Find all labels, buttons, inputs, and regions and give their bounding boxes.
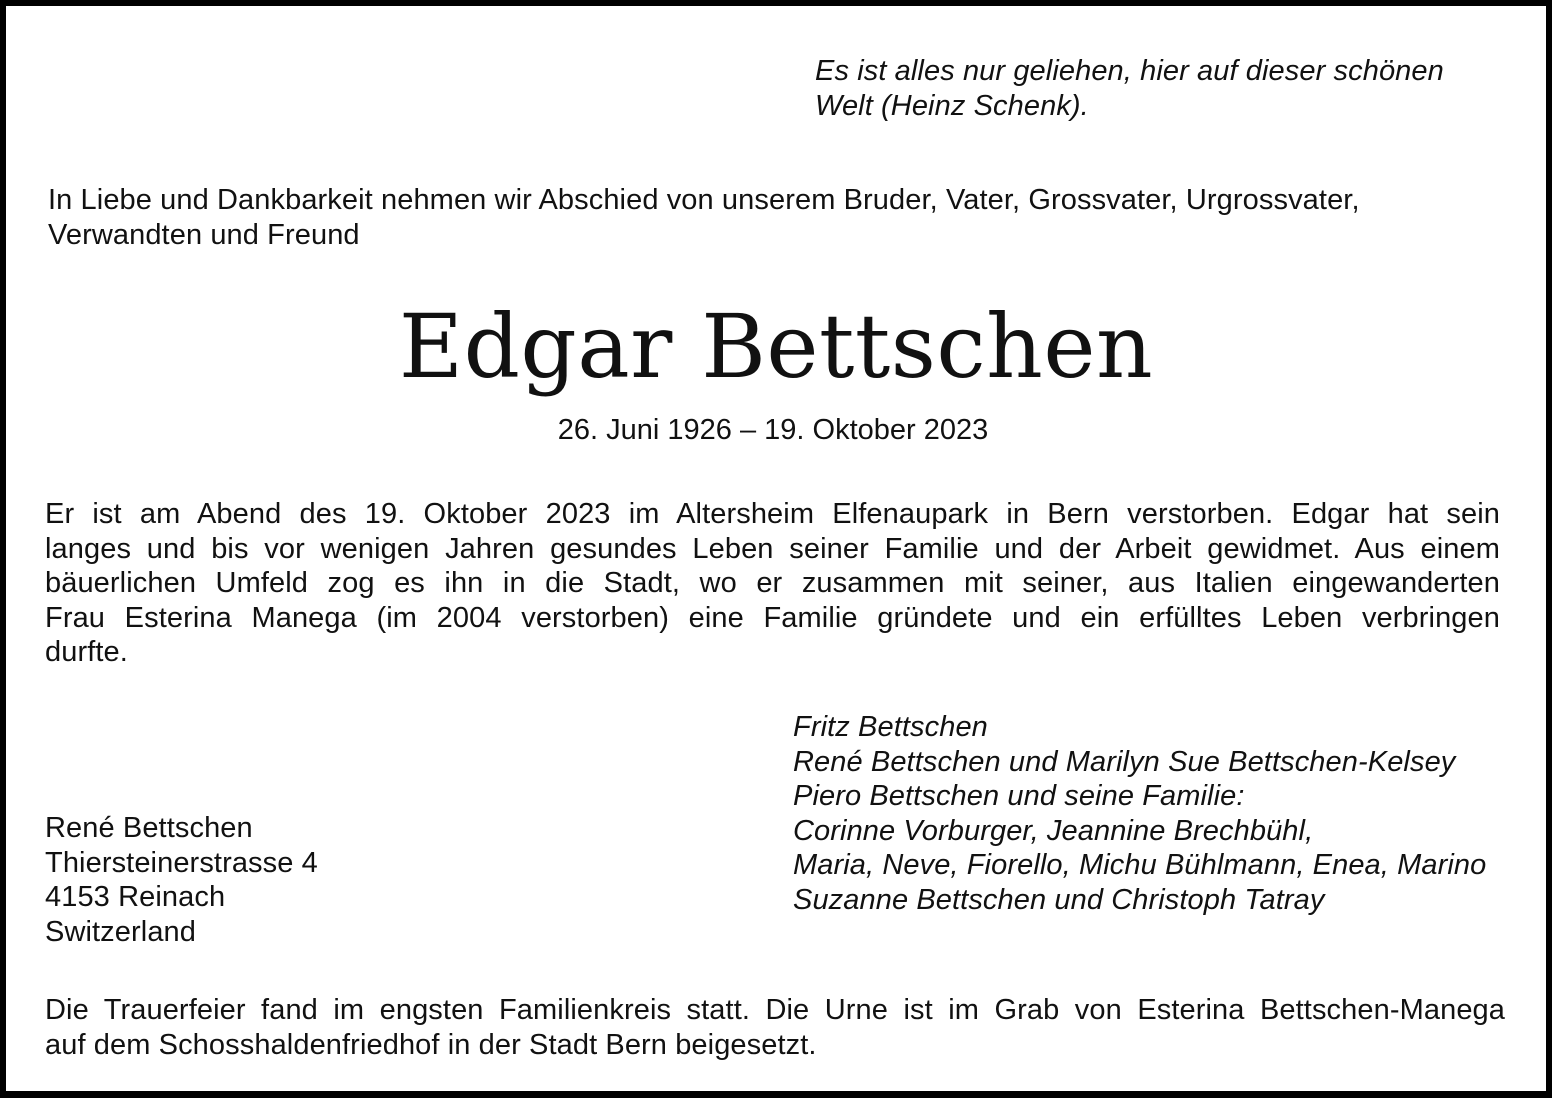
motto-quote [815, 54, 1515, 123]
funeral-note-line: auf dem Schosshaldenfriedhof in der Stadt Bern beigesetzt. [45, 1028, 817, 1061]
address-line: 4153 Reinach [45, 881, 226, 914]
address-line: Thiersteinerstrasse 4 [45, 846, 318, 879]
family-member: Maria, Neve, Fiorello, Michu Bühlmann, Enea, Marino [793, 849, 1487, 882]
biography-paragraph [45, 497, 1500, 670]
biography-line: durfte. [45, 636, 128, 669]
intro-line: Verwandten und Freund [48, 218, 360, 251]
deceased-name: Edgar Bettschen [398, 295, 1154, 398]
family-list [793, 710, 1533, 918]
family-member: Suzanne Bettschen und Christoph Tatray [793, 883, 1325, 916]
family-member: Corinne Vorburger, Jeannine Brechbühl, [793, 814, 1314, 847]
biography-line: langes und bis vor wenigen Jahren gesundes Leben seiner Familie und der Arbeit gewidmet. Aus einem [45, 532, 1500, 565]
funeral-note [45, 993, 1505, 1062]
life-dates: 26. Juni 1926 – 19. Oktober 2023 [557, 414, 989, 446]
family-member: Piero Bettschen und seine Familie: [793, 780, 1245, 813]
biography-line: Er ist am Abend des 19. Oktober 2023 im Altersheim Elfenaupark in Bern verstorben. Edgar hat sein [45, 498, 1500, 530]
address-line: René Bettschen [45, 812, 253, 844]
intro-line: In Liebe und Dankbarkeit nehmen wir Abschied von unserem Bruder, Vater, Grossvater, Urgrossvater, [48, 184, 1360, 216]
address-line: Switzerland [45, 915, 196, 948]
motto-line: Welt (Heinz Schenk). [815, 89, 1089, 122]
intro-text [48, 183, 1518, 252]
biography-line: Frau Esterina Manega (im 2004 verstorben) eine Familie gründete und ein erfülltes Leben verbringen [45, 601, 1500, 634]
family-member: Fritz Bettschen [793, 711, 988, 743]
biography-line: bäuerlichen Umfeld zog es ihn in die Stadt, wo er zusammen mit seiner, aus Italien eingewanderten [45, 567, 1500, 600]
contact-address [45, 811, 645, 949]
motto-line: Es ist alles nur geliehen, hier auf dieser schönen [815, 55, 1444, 87]
funeral-note-line: Die Trauerfeier fand im engsten Familienkreis statt. Die Urne ist im Grab von Esterina Bettschen-Manega [45, 994, 1505, 1026]
family-member: René Bettschen und Marilyn Sue Bettschen-Kelsey [793, 745, 1456, 778]
